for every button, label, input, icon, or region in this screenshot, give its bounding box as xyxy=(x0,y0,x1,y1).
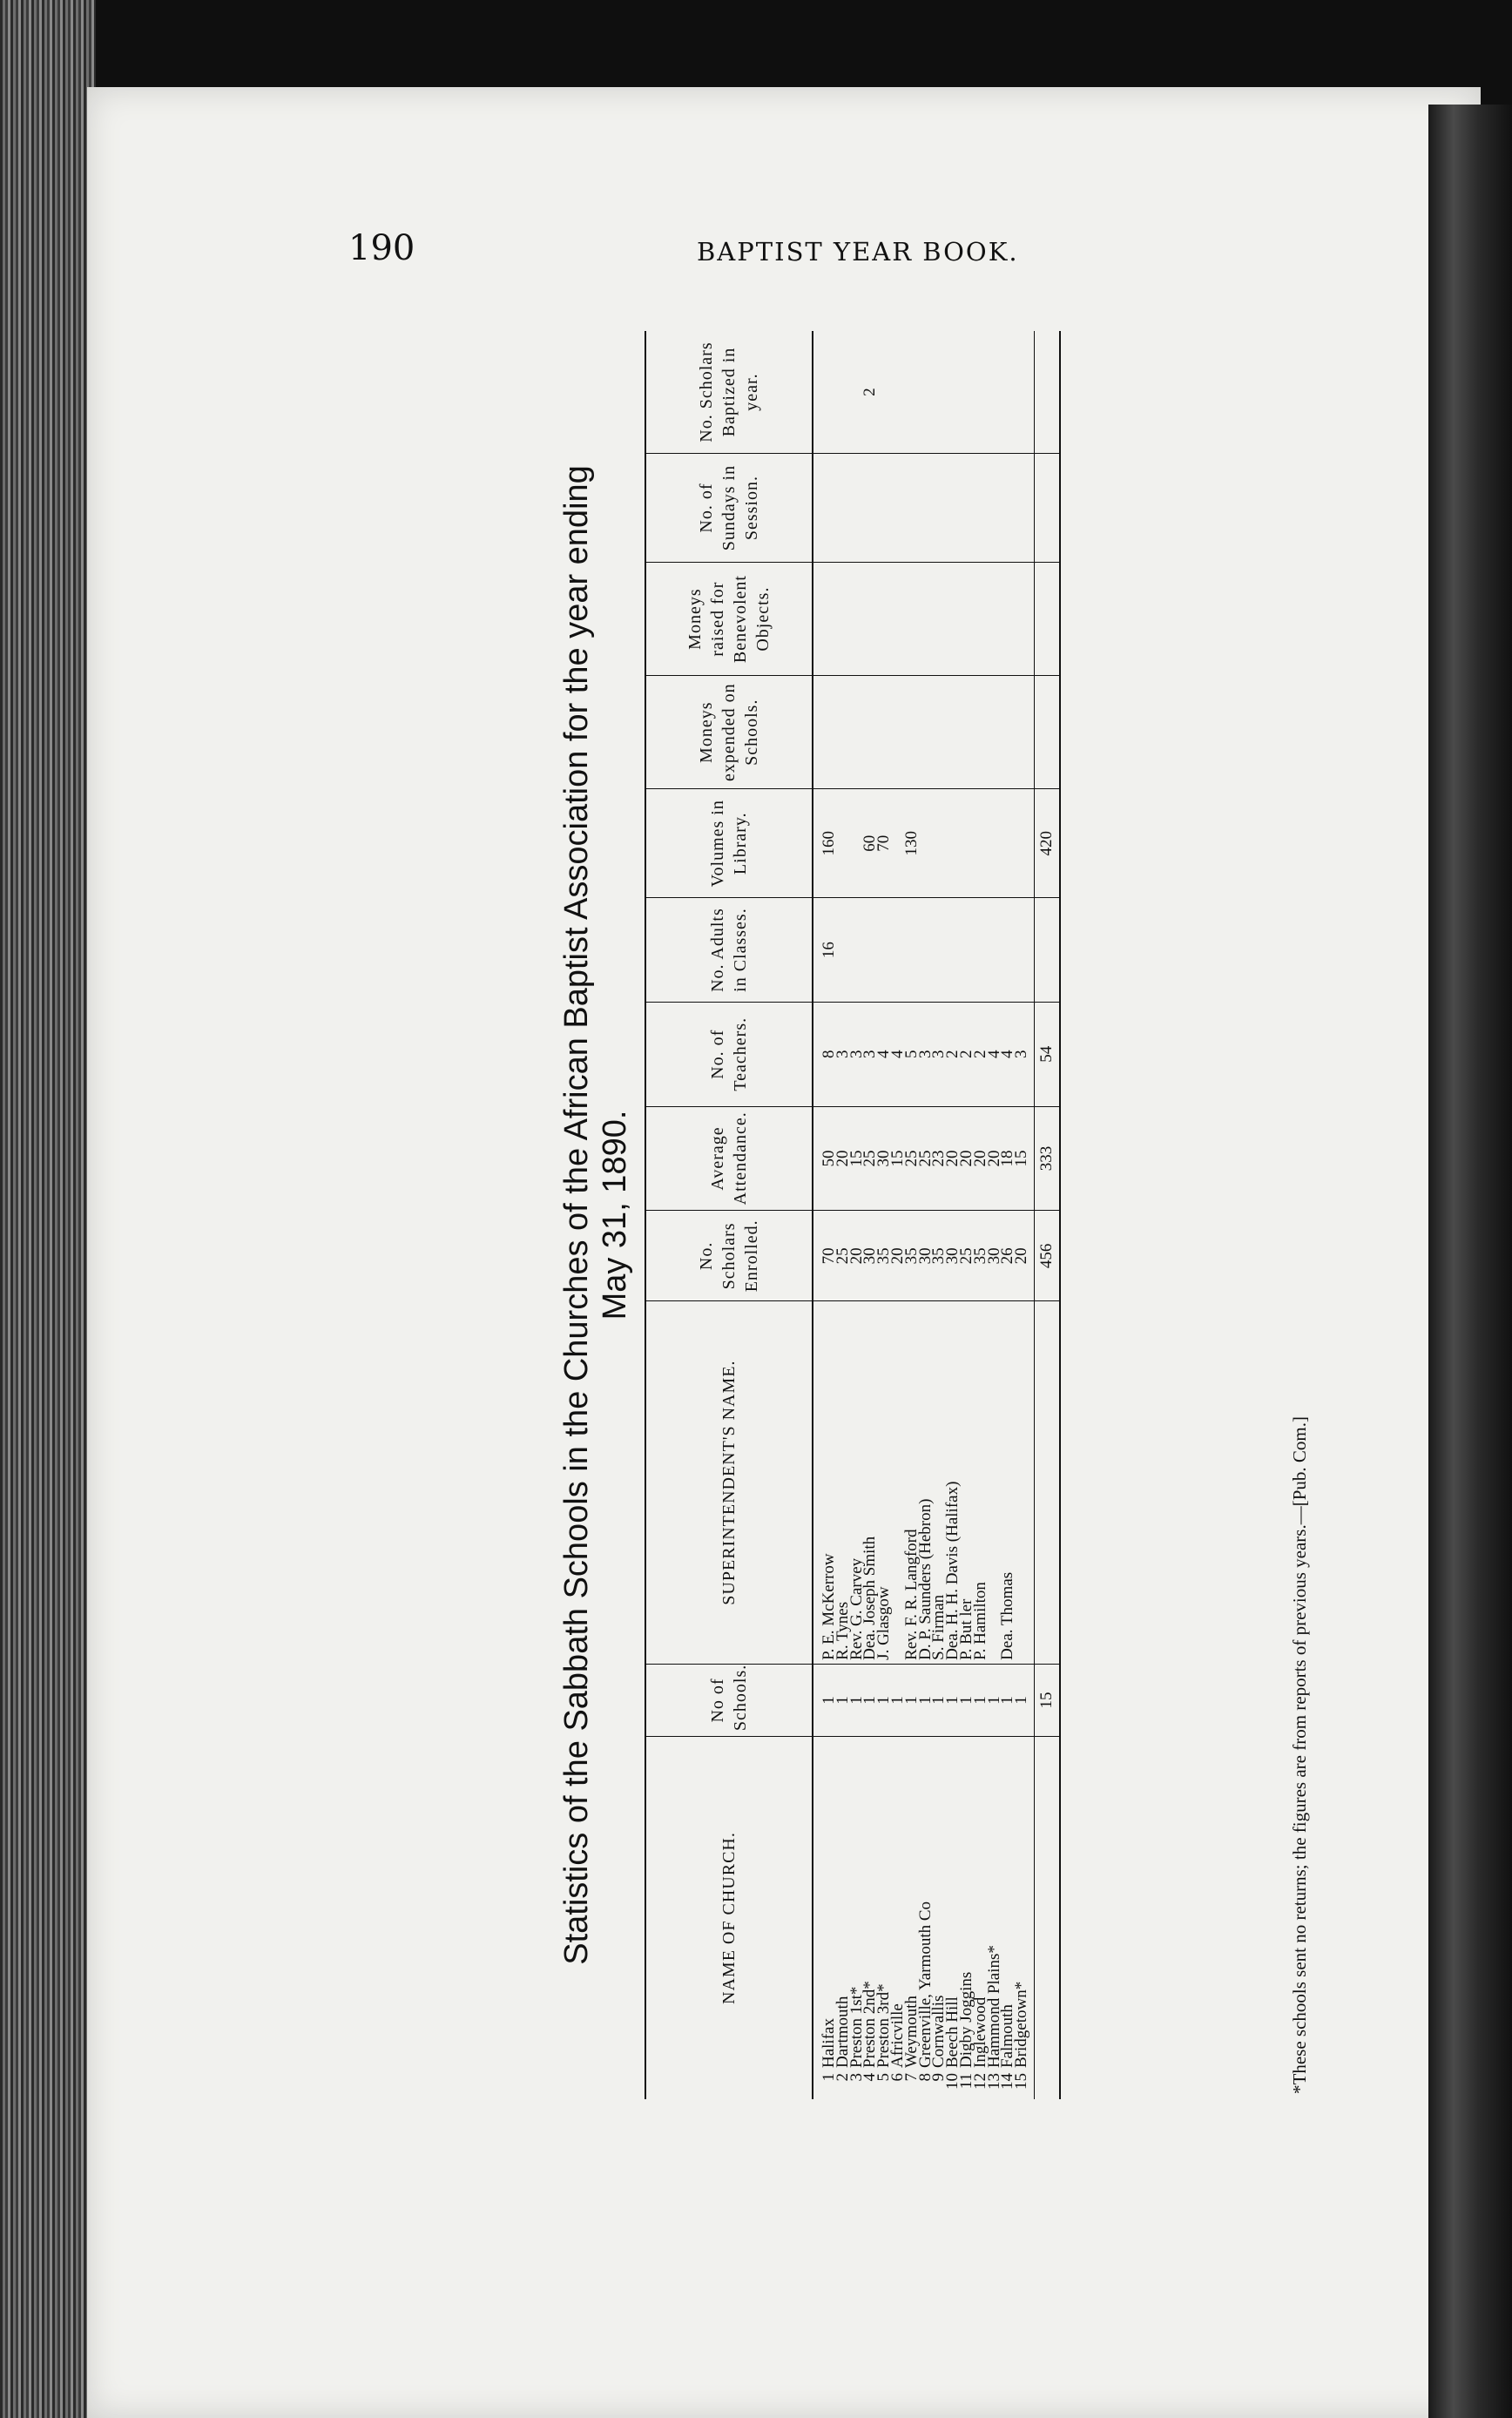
cell-sundays xyxy=(946,454,960,563)
cell-benevolent xyxy=(1001,563,1015,676)
church-name: Falmouth xyxy=(998,2004,1017,2068)
total-empty xyxy=(1034,898,1059,1003)
church-name: Cornwallis xyxy=(929,1995,948,2068)
book-spine xyxy=(0,0,96,2418)
table-row xyxy=(919,331,933,2099)
cell-schools: 1 xyxy=(813,1664,836,1736)
total-empty xyxy=(1034,1737,1059,2099)
cell-baptized xyxy=(891,331,905,454)
table-body xyxy=(813,331,1060,2099)
cell-volumes xyxy=(946,789,960,898)
col-header-church: NAME OF CHURCH. xyxy=(645,1737,813,2099)
cell-volumes: 60 xyxy=(863,789,877,898)
cell-superintendent: Dea. Thomas xyxy=(1001,1301,1015,1664)
cell-adults xyxy=(988,898,1002,1003)
cell-sundays xyxy=(836,454,850,563)
cell-baptized xyxy=(932,331,946,454)
cell-attendance: 50 xyxy=(813,1106,836,1211)
page-number: 190 xyxy=(348,228,415,268)
cell-church xyxy=(813,1737,836,2099)
table-row xyxy=(960,331,974,2099)
cell-schools: 1 xyxy=(932,1664,946,1736)
col-header-baptized: No. Scholars Baptized in year. xyxy=(645,331,813,454)
table-row xyxy=(905,331,919,2099)
totals-row xyxy=(1034,331,1059,2099)
cell-expended xyxy=(960,676,974,789)
cell-baptized xyxy=(974,331,988,454)
table-row xyxy=(932,331,946,2099)
cell-volumes xyxy=(932,789,946,898)
cell-expended xyxy=(932,676,946,789)
cell-benevolent xyxy=(891,563,905,676)
cell-schools: 1 xyxy=(905,1664,919,1736)
cell-expended xyxy=(813,676,836,789)
table-row xyxy=(1015,331,1034,2099)
cell-volumes: 160 xyxy=(813,789,836,898)
cell-teachers: 3 xyxy=(1015,1002,1034,1106)
table-title-line2: May 31, 1890. xyxy=(597,1110,633,1320)
row-index: 7 xyxy=(901,2073,921,2082)
church-name: Preston 3rd* xyxy=(874,1983,894,2068)
cell-superintendent: R. Tynes xyxy=(836,1301,850,1664)
table-header-row xyxy=(645,331,813,2099)
cell-enrolled: 30 xyxy=(919,1211,933,1301)
total-empty xyxy=(1034,563,1059,676)
cell-expended xyxy=(905,676,919,789)
church-name: Inglewood xyxy=(970,1996,989,2068)
cell-volumes xyxy=(988,789,1002,898)
cell-expended xyxy=(1015,676,1034,789)
row-index: 11 xyxy=(956,2073,975,2090)
cell-baptized xyxy=(836,331,850,454)
cell-volumes xyxy=(1001,789,1015,898)
cell-enrolled: 20 xyxy=(850,1211,864,1301)
cell-sundays xyxy=(932,454,946,563)
cell-sundays xyxy=(850,454,864,563)
cell-adults: 16 xyxy=(813,898,836,1003)
church-name: Digby Joggins xyxy=(956,1971,975,2068)
cell-sundays xyxy=(905,454,919,563)
cell-teachers: 3 xyxy=(863,1002,877,1106)
church-name: Dartmouth xyxy=(833,1996,852,2068)
cell-enrolled: 25 xyxy=(960,1211,974,1301)
cell-benevolent xyxy=(850,563,864,676)
cell-benevolent xyxy=(988,563,1002,676)
footnote: *These schools sent no returns; the figures are from reports of previous years.—[Pub. Com.] xyxy=(1289,1416,1310,2094)
total-teachers: 54 xyxy=(1034,1002,1059,1106)
cell-volumes xyxy=(919,789,933,898)
cell-benevolent xyxy=(877,563,891,676)
cell-superintendent: Dea. Joseph Smith xyxy=(863,1301,877,1664)
cell-sundays xyxy=(960,454,974,563)
row-index: 12 xyxy=(970,2073,989,2090)
cell-adults xyxy=(1015,898,1034,1003)
col-header-schools: No of Schools. xyxy=(645,1664,813,1736)
row-index: 10 xyxy=(943,2073,962,2090)
total-empty xyxy=(1034,331,1059,454)
cell-attendance: 30 xyxy=(877,1106,891,1211)
cell-benevolent xyxy=(932,563,946,676)
cell-superintendent: P. E. McKerrow xyxy=(813,1301,836,1664)
cell-expended xyxy=(919,676,933,789)
table-row xyxy=(863,331,877,2099)
cell-expended xyxy=(850,676,864,789)
church-name: Greenville, Yarmouth Co xyxy=(915,1901,935,2068)
cell-adults xyxy=(891,898,905,1003)
col-header-adults: No. Adults in Classes. xyxy=(645,898,813,1003)
church-name: Hammond Plains* xyxy=(984,1945,1003,2068)
cell-sundays xyxy=(877,454,891,563)
cell-attendance: 20 xyxy=(960,1106,974,1211)
cell-benevolent xyxy=(919,563,933,676)
cell-sundays xyxy=(863,454,877,563)
cell-schools: 1 xyxy=(891,1664,905,1736)
table-title-line1: Statistics of the Sabbath Schools in the Churches of the African Baptist Association for the year ending xyxy=(558,465,595,1965)
cell-teachers: 3 xyxy=(836,1002,850,1106)
cell-schools: 1 xyxy=(1001,1664,1015,1736)
cell-teachers: 2 xyxy=(946,1002,960,1106)
cell-schools: 1 xyxy=(946,1664,960,1736)
cell-superintendent: Rev. G. Carvey xyxy=(850,1301,864,1664)
cell-superintendent: D. P. Saunders (Hebron) xyxy=(919,1301,933,1664)
cell-baptized: 2 xyxy=(863,331,877,454)
cell-teachers: 2 xyxy=(974,1002,988,1106)
cell-adults xyxy=(960,898,974,1003)
row-index: 15 xyxy=(1012,2073,1031,2090)
cell-attendance: 18 xyxy=(1001,1106,1015,1211)
cell-adults xyxy=(836,898,850,1003)
cell-teachers: 4 xyxy=(1001,1002,1015,1106)
cell-expended xyxy=(988,676,1002,789)
cell-teachers: 8 xyxy=(813,1002,836,1106)
cell-attendance: 15 xyxy=(850,1106,864,1211)
cell-sundays xyxy=(1001,454,1015,563)
cell-schools: 1 xyxy=(836,1664,850,1736)
cell-adults xyxy=(946,898,960,1003)
col-header-teachers: No. of Teachers. xyxy=(645,1002,813,1106)
row-index: 4 xyxy=(861,2073,880,2082)
cell-schools: 1 xyxy=(960,1664,974,1736)
table-row xyxy=(974,331,988,2099)
cell-schools: 1 xyxy=(850,1664,864,1736)
cell-baptized xyxy=(919,331,933,454)
cell-enrolled: 35 xyxy=(905,1211,919,1301)
cell-attendance: 20 xyxy=(946,1106,960,1211)
cell-attendance: 20 xyxy=(988,1106,1002,1211)
cell-benevolent xyxy=(813,563,836,676)
cell-baptized xyxy=(905,331,919,454)
cell-superintendent xyxy=(1015,1301,1034,1664)
church-name: Preston 2nd* xyxy=(861,1981,880,2068)
cell-volumes xyxy=(836,789,850,898)
cell-benevolent xyxy=(974,563,988,676)
cell-benevolent xyxy=(946,563,960,676)
page-edge xyxy=(1428,105,1512,2418)
cell-benevolent xyxy=(1015,563,1034,676)
cell-baptized xyxy=(1001,331,1015,454)
table-row xyxy=(836,331,850,2099)
cell-attendance: 20 xyxy=(836,1106,850,1211)
cell-expended xyxy=(946,676,960,789)
cell-expended xyxy=(1001,676,1015,789)
cell-enrolled: 35 xyxy=(877,1211,891,1301)
cell-attendance: 20 xyxy=(974,1106,988,1211)
cell-sundays xyxy=(919,454,933,563)
table-row xyxy=(946,331,960,2099)
cell-schools: 1 xyxy=(1015,1664,1034,1736)
cell-baptized xyxy=(877,331,891,454)
cell-attendance: 15 xyxy=(1015,1106,1034,1211)
cell-expended xyxy=(836,676,850,789)
cell-sundays xyxy=(813,454,836,563)
cell-benevolent xyxy=(960,563,974,676)
cell-schools: 1 xyxy=(974,1664,988,1736)
total-empty xyxy=(1034,676,1059,789)
cell-baptized xyxy=(1015,331,1034,454)
cell-adults xyxy=(919,898,933,1003)
cell-superintendent: Dea. H. H. Davis (Halifax) xyxy=(946,1301,960,1664)
cell-teachers: 4 xyxy=(988,1002,1002,1106)
church-name: Halifax xyxy=(820,2018,838,2068)
cell-baptized xyxy=(813,331,836,454)
cell-schools: 1 xyxy=(877,1664,891,1736)
row-index: 8 xyxy=(915,2073,935,2082)
cell-expended xyxy=(891,676,905,789)
cell-baptized xyxy=(960,331,974,454)
cell-enrolled: 26 xyxy=(1001,1211,1015,1301)
rotated-statistics-block xyxy=(557,331,1333,2099)
table-row xyxy=(891,331,905,2099)
church-name: Beech Hill xyxy=(943,1996,962,2068)
cell-enrolled: 20 xyxy=(891,1211,905,1301)
cell-adults xyxy=(932,898,946,1003)
cell-attendance: 25 xyxy=(863,1106,877,1211)
cell-benevolent xyxy=(836,563,850,676)
cell-expended xyxy=(877,676,891,789)
cell-teachers: 5 xyxy=(905,1002,919,1106)
total-empty xyxy=(1034,454,1059,563)
cell-teachers: 3 xyxy=(919,1002,933,1106)
cell-sundays xyxy=(1015,454,1034,563)
cell-expended xyxy=(863,676,877,789)
cell-enrolled: 25 xyxy=(836,1211,850,1301)
col-header-benevolent: Moneys raised for Benevolent Objects. xyxy=(645,563,813,676)
cell-benevolent xyxy=(905,563,919,676)
cell-enrolled: 70 xyxy=(813,1211,836,1301)
cell-teachers: 4 xyxy=(877,1002,891,1106)
cell-adults xyxy=(974,898,988,1003)
row-index: 9 xyxy=(929,2073,948,2082)
statistics-table xyxy=(645,331,1061,2099)
cell-enrolled: 30 xyxy=(863,1211,877,1301)
total-empty xyxy=(1034,1301,1059,1664)
cell-teachers: 3 xyxy=(932,1002,946,1106)
cell-volumes: 70 xyxy=(877,789,891,898)
cell-enrolled: 20 xyxy=(1015,1211,1034,1301)
cell-attendance: 23 xyxy=(932,1106,946,1211)
cell-enrolled: 30 xyxy=(946,1211,960,1301)
table-row xyxy=(988,331,1002,2099)
cell-schools: 1 xyxy=(919,1664,933,1736)
cell-superintendent: Rev. F. R. Langford xyxy=(905,1301,919,1664)
cell-adults xyxy=(877,898,891,1003)
church-name: Bridgetown* xyxy=(1012,1981,1031,2068)
table-row xyxy=(813,331,836,2099)
church-name: Preston 1st* xyxy=(847,1986,866,2068)
col-header-enrolled: No. Scholars Enrolled. xyxy=(645,1211,813,1301)
col-header-volumes: Volumes in Library. xyxy=(645,789,813,898)
cell-baptized xyxy=(946,331,960,454)
cell-church xyxy=(1012,1737,1034,2099)
table-row xyxy=(877,331,891,2099)
cell-schools: 1 xyxy=(863,1664,877,1736)
row-index: 1 xyxy=(820,2073,838,2082)
church-name: Africville xyxy=(888,2003,907,2068)
cell-teachers: 3 xyxy=(850,1002,864,1106)
table-row xyxy=(1001,331,1015,2099)
cell-adults xyxy=(850,898,864,1003)
cell-superintendent: J. Glasgow xyxy=(877,1301,891,1664)
cell-attendance: 15 xyxy=(891,1106,905,1211)
cell-teachers: 4 xyxy=(891,1002,905,1106)
col-header-superintendent: SUPERINTENDENT'S NAME. xyxy=(645,1301,813,1664)
row-index: 6 xyxy=(888,2073,907,2082)
cell-adults xyxy=(863,898,877,1003)
cell-sundays xyxy=(891,454,905,563)
cell-enrolled: 35 xyxy=(932,1211,946,1301)
cell-schools: 1 xyxy=(988,1664,1002,1736)
cell-teachers: 2 xyxy=(960,1002,974,1106)
cell-superintendent: S. Firman xyxy=(932,1301,946,1664)
cell-superintendent: P. Hamilton xyxy=(974,1301,988,1664)
total-schools: 15 xyxy=(1034,1664,1059,1736)
cell-benevolent xyxy=(863,563,877,676)
cell-enrolled: 30 xyxy=(988,1211,1002,1301)
cell-adults xyxy=(1001,898,1015,1003)
col-header-expended: Moneys expended on Schools. xyxy=(645,676,813,789)
cell-enrolled: 35 xyxy=(974,1211,988,1301)
col-header-sundays: No. of Sundays in Session. xyxy=(645,454,813,563)
cell-volumes xyxy=(960,789,974,898)
cell-volumes xyxy=(974,789,988,898)
cell-sundays xyxy=(974,454,988,563)
cell-sundays xyxy=(988,454,1002,563)
total-attendance: 333 xyxy=(1034,1106,1059,1211)
cell-superintendent: P. But ler xyxy=(960,1301,974,1664)
cell-baptized xyxy=(988,331,1002,454)
row-index: 14 xyxy=(998,2073,1017,2090)
cell-attendance: 25 xyxy=(905,1106,919,1211)
church-name: Weymouth xyxy=(901,1996,921,2068)
row-index: 5 xyxy=(874,2073,894,2082)
cell-volumes: 130 xyxy=(905,789,919,898)
total-enrolled: 456 xyxy=(1034,1211,1059,1301)
cell-adults xyxy=(905,898,919,1003)
cell-volumes xyxy=(1015,789,1034,898)
row-index: 2 xyxy=(833,2073,852,2082)
row-index: 13 xyxy=(984,2073,1003,2090)
cell-attendance: 25 xyxy=(919,1106,933,1211)
row-index: 3 xyxy=(847,2073,866,2082)
table-row xyxy=(850,331,864,2099)
col-header-attendance: Average Attendance. xyxy=(645,1106,813,1211)
total-volumes: 420 xyxy=(1034,789,1059,898)
running-title: BAPTIST YEAR BOOK. xyxy=(697,237,1019,267)
cell-expended xyxy=(974,676,988,789)
